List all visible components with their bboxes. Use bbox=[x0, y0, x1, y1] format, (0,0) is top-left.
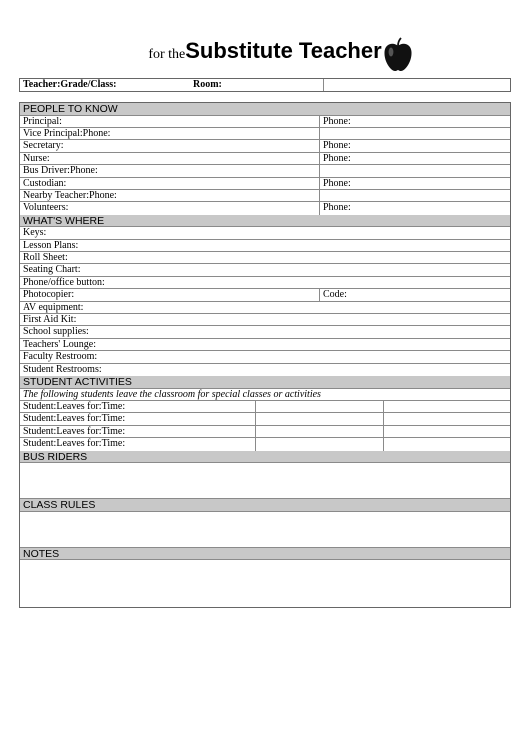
apple-icon bbox=[382, 37, 414, 73]
where-row-label: AV equipment: bbox=[23, 301, 84, 313]
activity-cell[interactable] bbox=[384, 401, 510, 412]
where-row[interactable] bbox=[20, 264, 510, 276]
people-row-label: Nearby Teacher:Phone: bbox=[20, 190, 320, 201]
whats-where-heading: WHAT'S WHERE bbox=[20, 215, 510, 228]
title-main: Substitute Teacher bbox=[185, 38, 382, 63]
people-row-label: Volunteers: bbox=[20, 202, 320, 214]
where-row-label: Keys: bbox=[23, 227, 47, 239]
activities-note-row bbox=[20, 389, 510, 401]
where-row[interactable] bbox=[20, 326, 510, 338]
notes-area[interactable] bbox=[20, 560, 510, 606]
activity-row[interactable] bbox=[20, 426, 510, 438]
activity-cell[interactable] bbox=[384, 438, 510, 450]
where-row[interactable] bbox=[20, 351, 510, 363]
people-row-label: Secretary: bbox=[20, 140, 320, 151]
activity-row-label: Student:Leaves for:Time: bbox=[20, 401, 256, 412]
people-row-phone: Phone: bbox=[323, 177, 351, 189]
where-row-label: School supplies: bbox=[23, 326, 89, 338]
activity-cell[interactable] bbox=[256, 401, 384, 412]
people-row-phone: Phone: bbox=[323, 202, 351, 214]
where-row[interactable] bbox=[20, 277, 510, 289]
notes-heading: NOTES bbox=[20, 548, 510, 561]
teacher-grade-class-label: Teacher:Grade/Class: bbox=[23, 79, 117, 90]
people-row[interactable] bbox=[20, 153, 510, 165]
people-row-label: Principal: bbox=[20, 116, 320, 127]
where-row-label: Faculty Restroom: bbox=[23, 351, 98, 363]
where-row-label: Seating Chart: bbox=[23, 264, 81, 276]
title-prefix: for the bbox=[148, 47, 186, 62]
activity-row[interactable] bbox=[20, 438, 510, 450]
teacher-info-row bbox=[19, 78, 511, 92]
where-row[interactable] bbox=[20, 227, 510, 239]
teacher-info-blank[interactable] bbox=[324, 79, 510, 91]
where-row[interactable] bbox=[20, 289, 510, 301]
people-row-phone bbox=[320, 165, 510, 176]
people-row-phone: Phone: bbox=[323, 152, 351, 164]
people-section bbox=[20, 116, 510, 215]
activity-cell[interactable] bbox=[256, 426, 384, 437]
activity-row-label: Student:Leaves for:Time: bbox=[20, 438, 256, 450]
where-row-code: Code: bbox=[323, 289, 347, 301]
activities-note: The following students leave the classroom for special classes or activities bbox=[23, 388, 321, 400]
bus-riders-area[interactable] bbox=[20, 463, 510, 499]
activity-cell[interactable] bbox=[384, 413, 510, 424]
room-label: Room: bbox=[193, 79, 324, 91]
where-row-label: First Aid Kit: bbox=[23, 314, 77, 326]
people-to-know-heading: PEOPLE TO KNOW bbox=[20, 103, 510, 116]
where-row[interactable] bbox=[20, 339, 510, 351]
student-activities-heading: STUDENT ACTIVITIES bbox=[20, 376, 510, 389]
people-row[interactable] bbox=[20, 140, 510, 152]
where-row-label: Student Restrooms: bbox=[23, 363, 102, 375]
activity-cell[interactable] bbox=[256, 413, 384, 424]
people-row[interactable] bbox=[20, 202, 510, 214]
where-row-label: Phone/office button: bbox=[23, 276, 105, 288]
people-row-phone: Phone: bbox=[323, 140, 351, 152]
where-row[interactable] bbox=[20, 314, 510, 326]
where-row-label: Photocopier: bbox=[20, 289, 320, 300]
people-row[interactable] bbox=[20, 178, 510, 190]
where-row-label: Lesson Plans: bbox=[23, 239, 79, 251]
people-row[interactable] bbox=[20, 116, 510, 128]
people-row-phone bbox=[320, 190, 510, 201]
people-row-phone bbox=[320, 128, 510, 139]
activities-section bbox=[20, 389, 510, 451]
activity-row-label: Student:Leaves for:Time: bbox=[20, 426, 256, 437]
where-row-label: Roll Sheet: bbox=[23, 252, 68, 264]
where-row[interactable] bbox=[20, 364, 510, 376]
substitute-form bbox=[19, 102, 511, 608]
people-row-label: Custodian: bbox=[20, 178, 320, 189]
page-title bbox=[0, 38, 530, 64]
bus-riders-heading: BUS RIDERS bbox=[20, 451, 510, 464]
people-row-label: Vice Principal:Phone: bbox=[20, 128, 320, 139]
where-row[interactable] bbox=[20, 240, 510, 252]
activity-row[interactable] bbox=[20, 401, 510, 413]
class-rules-heading: CLASS RULES bbox=[20, 499, 510, 512]
class-rules-area[interactable] bbox=[20, 512, 510, 548]
people-row[interactable] bbox=[20, 190, 510, 202]
activity-cell[interactable] bbox=[384, 426, 510, 437]
people-row[interactable] bbox=[20, 165, 510, 177]
where-row[interactable] bbox=[20, 302, 510, 314]
people-row-label: Nurse: bbox=[20, 153, 320, 164]
where-row-label: Teachers' Lounge: bbox=[23, 338, 97, 350]
activity-cell[interactable] bbox=[256, 438, 384, 450]
activity-row[interactable] bbox=[20, 413, 510, 425]
activity-row-label: Student:Leaves for:Time: bbox=[20, 413, 256, 424]
where-section bbox=[20, 227, 510, 376]
people-row[interactable] bbox=[20, 128, 510, 140]
people-row-phone: Phone: bbox=[323, 115, 351, 127]
where-row[interactable] bbox=[20, 252, 510, 264]
people-row-label: Bus Driver:Phone: bbox=[20, 165, 320, 176]
